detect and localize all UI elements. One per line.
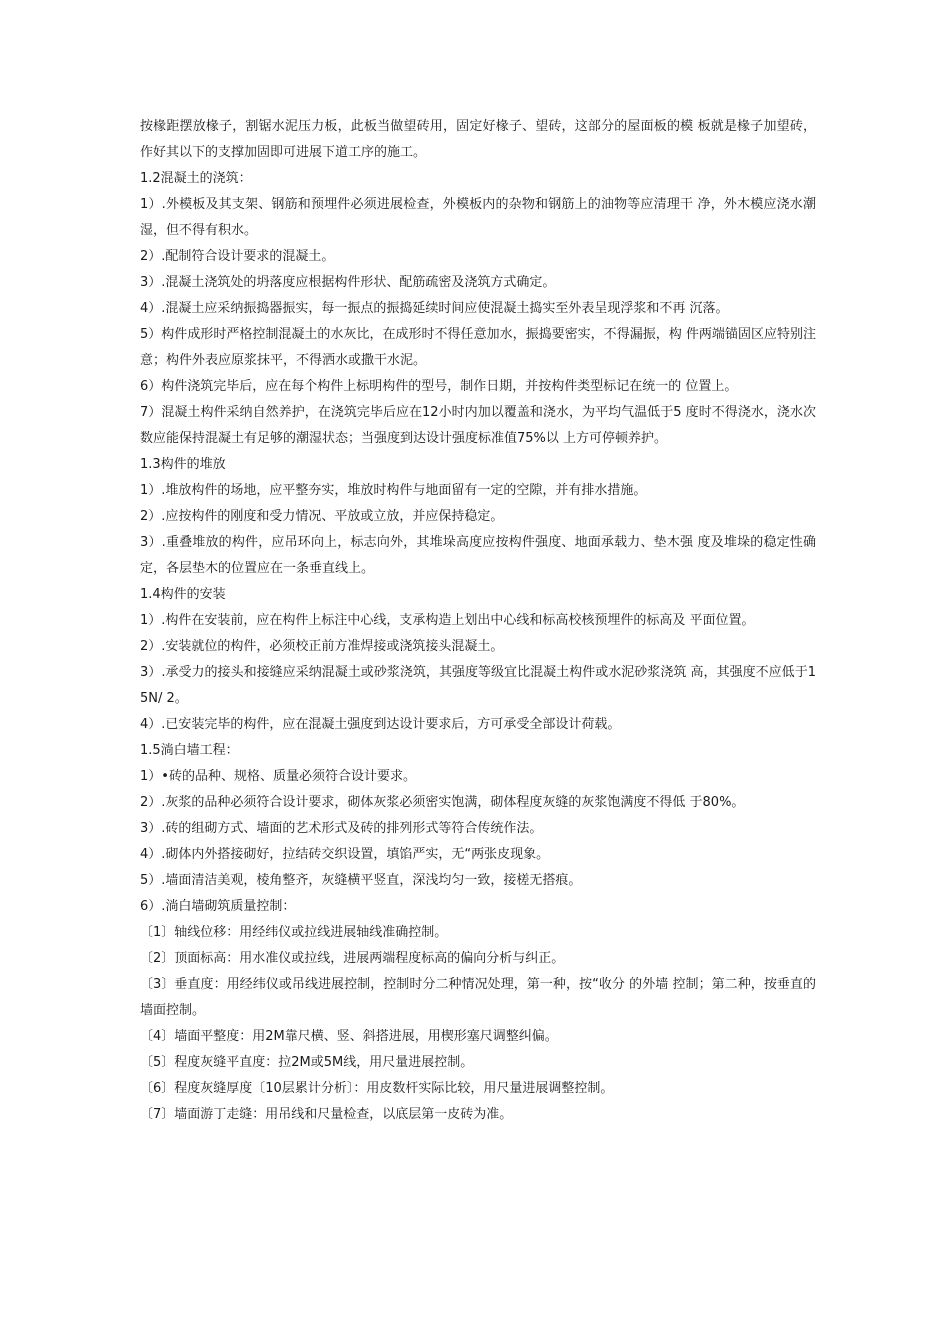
sub-list-item: 〔6〕程度灰缝厚度〔10层累计分析〕：用皮数杆实际比较，用尺量进展调整控制。 bbox=[140, 1081, 614, 1096]
sub-list-item: 〔1〕轴线位移：用经纬仪或拉线进展轴线准确控制。 bbox=[140, 925, 448, 940]
sub-list-item: 〔3〕垂直度：用经纬仪或吊线进展控制，控制时分二种情况处理，第一种，按“收分 的外墙 控制；第二种，按垂直的墙面控制。 bbox=[140, 977, 816, 1018]
sub-list-item: 〔2〕顶面标高：用水准仪或拉线，进展两端程度标高的偏向分析与纠正。 bbox=[140, 951, 565, 966]
paragraph-intro: 按椽距摆放椽子，割锯水泥压力板，此板当做望砖用，固定好椽子、望砖，这部分的屋面板的模 板就是椽子加望砖，作好其以下的支撑加固即可进展下道工序的施工。 bbox=[140, 119, 816, 160]
list-item: 6）.淌白墙砌筑质量控制： bbox=[140, 899, 296, 914]
list-item: 2）.配制符合设计要求的混凝土。 bbox=[140, 249, 335, 264]
document-page bbox=[140, 114, 816, 1128]
list-item: 5）.墙面清洁美观，棱角整齐，灰缝横平竖直，深浅均匀一致，接槎无搭痕。 bbox=[140, 873, 582, 888]
section-heading-1-3: 1.3构件的堆放 bbox=[140, 457, 226, 472]
list-item: 1）.堆放构件的场地，应平整夯实，堆放时构件与地面留有一定的空隙，并有排水措施。 bbox=[140, 483, 647, 498]
list-item: 4）.混凝土应采纳振捣器振实，每一振点的振捣延续时间应使混凝土捣实至外表呈现浮浆和不再 沉落。 bbox=[140, 301, 729, 316]
sub-list-item: 〔7〕墙面游丁走缝：用吊线和尺量检查，以底层第一皮砖为准。 bbox=[140, 1107, 513, 1122]
list-item: 1）.外模板及其支架、钢筋和预埋件必须进展检查，外模板内的杂物和钢筋上的油物等应清理干 净，外木模应浇水潮湿，但不得有积水。 bbox=[140, 197, 816, 238]
list-item: 2）.应按构件的刚度和受力情况、平放或立放，并应保持稳定。 bbox=[140, 509, 504, 524]
list-item: 4）.砌体内外搭接砌好，拉结砖交织设置，填馅严实，无“两张皮现象。 bbox=[140, 847, 550, 862]
list-item: 2）.安装就位的构件，必须校正前方准焊接或浇筑接头混凝土。 bbox=[140, 639, 504, 654]
list-item: 3）.砖的组砌方式、墙面的艺术形式及砖的排列形式等符合传统作法。 bbox=[140, 821, 543, 836]
list-item: 1）•砖的品种、规格、质量必须符合设计要求。 bbox=[140, 769, 416, 784]
list-item: 1）.构件在安装前，应在构件上标注中心线，支承构造上划出中心线和标高校核预埋件的标高及 平面位置。 bbox=[140, 613, 755, 628]
section-heading-1-2: 1.2混凝土的浇筑： bbox=[140, 171, 252, 186]
sub-list-item: 〔4〕墙面平整度：用2M靠尺横、竖、斜搭进展，用楔形塞尺调整纠偏。 bbox=[140, 1029, 558, 1044]
section-heading-1-4: 1.4构件的安装 bbox=[140, 587, 226, 602]
list-item: 3）.重叠堆放的构件，应吊环向上，标志向外，其堆垛高度应按构件强度、地面承载力、垫木强 度及堆垛的稳定性确定，各层垫木的位置应在一条垂直线上。 bbox=[140, 535, 816, 576]
sub-list-item: 〔5〕程度灰缝平直度：拉2M或5M线，用尺量进展控制。 bbox=[140, 1055, 474, 1070]
list-item: 4）.已安装完毕的构件，应在混凝土强度到达设计要求后，方可承受全部设计荷载。 bbox=[140, 717, 621, 732]
list-item: 6）构件浇筑完毕后，应在每个构件上标明构件的型号，制作日期，并按构件类型标记在统一的 位置上。 bbox=[140, 379, 738, 394]
list-item: 3）.混凝土浇筑处的坍落度应根据构件形状、配筋疏密及浇筑方式确定。 bbox=[140, 275, 556, 290]
list-item: 2）.灰浆的品种必须符合设计要求，砌体灰浆必须密实饱满，砌体程度灰缝的灰浆饱满度不得低 于80%。 bbox=[140, 795, 745, 810]
list-item: 5）构件成形时严格控制混凝土的水灰比，在成形时不得任意加水，振捣要密实，不得漏振，构 件两端锚固区应特别注意；构件外表应原浆抹平，不得洒水或撒干水泥。 bbox=[140, 327, 816, 368]
list-item: 7）混凝土构件采纳自然养护，在浇筑完毕后应在12小时内加以覆盖和浇水，为平均气温低于5 度时不得浇水，浇水次数应能保持混凝土有足够的潮湿状态；当强度到达设计强度标准值75%以 上方可停顿养护。 bbox=[140, 405, 816, 446]
list-item: 3）.承受力的接头和接缝应采纳混凝土或砂浆浇筑，其强度等级宜比混凝土构件或水泥砂浆浇筑 高，其强度不应低于15N/ 2。 bbox=[140, 665, 816, 706]
section-heading-1-5: 1.5淌白墙工程： bbox=[140, 743, 239, 758]
